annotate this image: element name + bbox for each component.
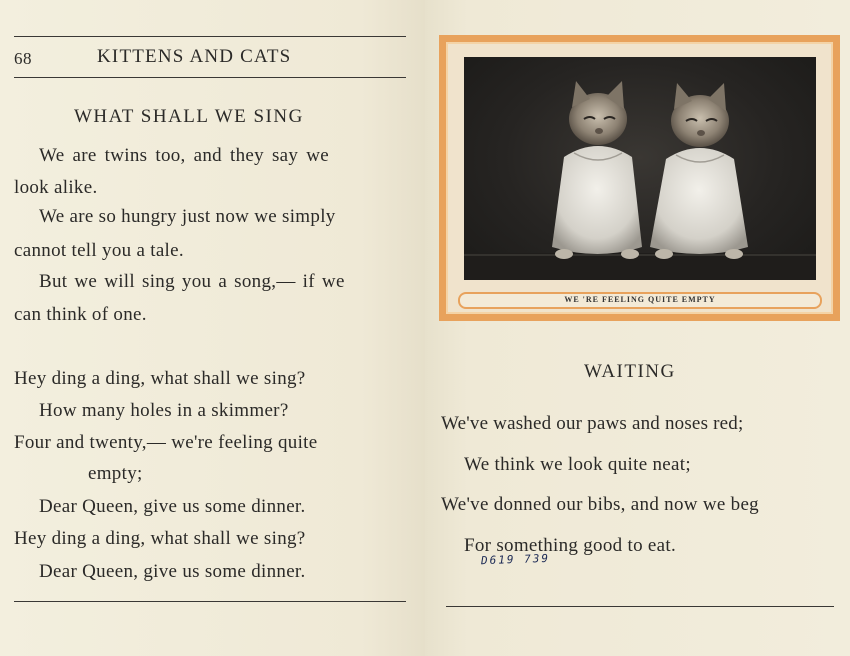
song-line-2: How many holes in a skimmer? [39,400,289,421]
left-footer-rule [14,601,406,602]
page-number: 68 [14,49,32,68]
song-line-7: Dear Queen, give us some dinner. [39,561,306,582]
handwritten-note: D619 739 [480,551,551,568]
right-footer-rule [446,606,834,607]
running-title: KITTENS AND CATS [97,46,292,67]
left-line-1: We are twins too, and they say we [39,145,330,166]
illustration-caption: WE 'RE FEELING QUITE EMPTY [564,295,716,304]
kittens-photo [464,57,816,280]
left-line-5: But we will sing you a song,— if we [39,271,345,292]
song-line-4: empty; [88,463,143,484]
right-line-2: We think we look quite neat; [464,454,691,475]
poem-title-waiting: WAITING [584,361,676,382]
left-kitten [552,81,642,259]
left-line-2: look alike. [14,177,98,198]
song-line-5: Dear Queen, give us some dinner. [39,496,306,517]
header-top-rule [14,36,406,37]
right-line-1: We've washed our paws and noses red; [441,413,744,434]
left-line-4: cannot tell you a tale. [14,240,184,261]
left-line-6: can think of one. [14,304,147,325]
song-line-6: Hey ding a ding, what shall we sing? [14,528,306,549]
header-bottom-rule [14,77,406,78]
right-kitten [650,83,748,259]
song-line-1: Hey ding a ding, what shall we sing? [14,368,306,389]
right-line-4: For something good to eat. [464,535,677,556]
poem-title-what-shall-we-sing: WHAT SHALL WE SING [74,106,304,127]
kittens-illustration [464,57,816,280]
right-line-3: We've donned our bibs, and now we beg [441,494,759,515]
left-line-3: We are so hungry just now we simply [39,206,336,227]
song-line-3: Four and twenty,— we're feeling quite [14,432,318,453]
